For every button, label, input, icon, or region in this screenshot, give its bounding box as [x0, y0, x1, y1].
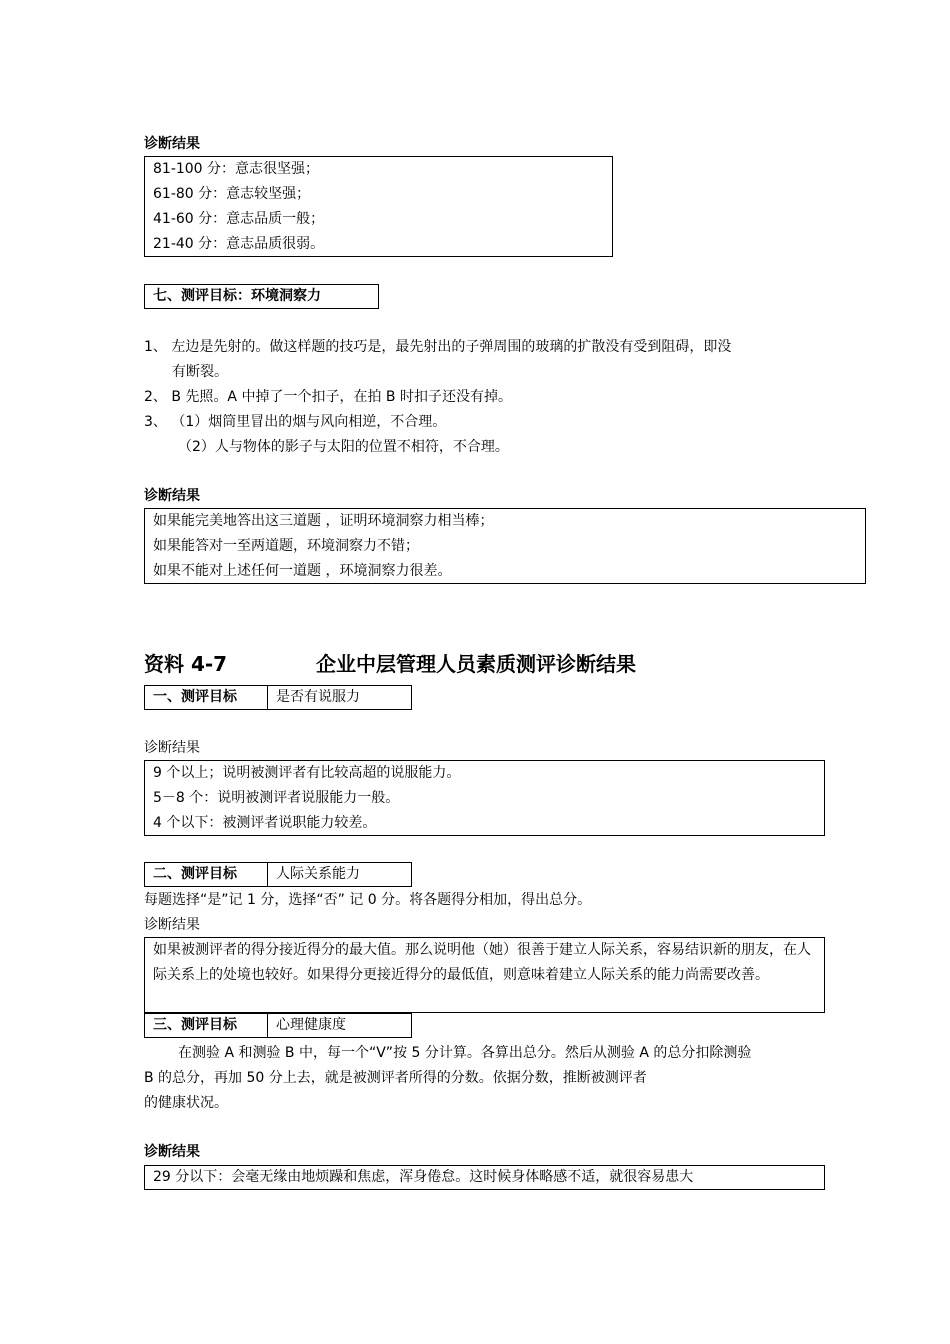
- env-result-line: 如果能答对一至两道题，环境洞察力不错；: [153, 538, 419, 554]
- env-result-line: 如果能完美地答出这三道题 ，证明环境洞察力相当棒；: [153, 513, 494, 529]
- result-label-will: 诊断结果: [144, 136, 200, 152]
- list-item: 有断裂。: [172, 364, 228, 380]
- target-2-tag: [144, 862, 412, 887]
- list-item: 2、 B 先照。A 中掉了一个扣子，在拍 B 时扣子还没有掉。: [144, 389, 512, 405]
- will-result-line: 21-40 分：意志品质很弱。: [153, 236, 325, 252]
- t3-result-line: 29 分以下：会毫无缘由地烦躁和焦虑，浑身倦怠。这时候身体略感不适，就很容易患大: [153, 1169, 694, 1185]
- result-label-7: 诊断结果: [144, 488, 200, 504]
- will-result-line: 81-100 分：意志很坚强；: [153, 161, 320, 177]
- target-3-label: 三、测评目标: [145, 1014, 268, 1037]
- will-result-line: 41-60 分：意志品质一般；: [153, 211, 325, 227]
- t1-result-line: 5－8 个：说明被测评者说服能力一般。: [153, 790, 400, 806]
- list-item: （2）人与物体的影子与太阳的位置不相符，不合理。: [178, 439, 509, 455]
- t1-result-box: [144, 760, 825, 836]
- t1-result-line: 9 个以上；说明被测评者有比较高超的说服能力。: [153, 765, 461, 781]
- t2-intro: 每题选择“是”记 1 分，选择“否” 记 0 分。将各题得分相加，得出总分。: [144, 892, 592, 908]
- section-title-7: 七、测评目标：环境洞察力: [144, 284, 379, 309]
- t3-paragraph-line: B 的总分，再加 50 分上去，就是被测评者所得的分数。依据分数，推断被测评者: [144, 1070, 647, 1086]
- t1-result-line: 4 个以下：被测评者说职能力较差。: [153, 815, 377, 831]
- t3-paragraph-line: 的健康状况。: [144, 1095, 228, 1111]
- t2-result-text: 如果被测评者的得分接近得分的最大值。那么说明他（她）很善于建立人际关系，容易结识新的朋友，在人际关系上的处境也较好。如果得分更接近得分的最低值，则意味着建立人际关系的能力尚需要改善。: [153, 942, 811, 983]
- list-item: 3、 （1）烟筒里冒出的烟与风向相逆，不合理。: [144, 414, 447, 430]
- page-title: 企业中层管理人员素质测评诊断结果: [316, 652, 636, 676]
- t3-paragraph-line: 在测验 A 和测验 B 中，每一个“V”按 5 分计算。各算出总分。然后从测验 A 的总分扣除测验: [178, 1045, 752, 1061]
- result-label-t1: 诊断结果: [144, 740, 200, 756]
- target-2-value: 人际关系能力: [276, 866, 360, 882]
- will-result-line: 61-80 分：意志较坚强；: [153, 186, 311, 202]
- t2-result-box: [144, 937, 825, 1013]
- target-1-tag: [144, 685, 412, 710]
- target-2-label: 二、测评目标: [145, 863, 268, 886]
- target-3-tag: [144, 1013, 412, 1038]
- doc-ref: 资料 4-7: [144, 652, 228, 676]
- target-1-value: 是否有说服力: [276, 689, 360, 705]
- result-label-t3: 诊断结果: [144, 1144, 200, 1160]
- env-result-line: 如果不能对上述任何一道题 ，环境洞察力很差。: [153, 563, 452, 579]
- list-item: 1、 左边是先射的。做这样题的技巧是，最先射出的子弹周围的玻璃的扩散没有受到阻碍，即没: [144, 339, 732, 355]
- target-3-value: 心理健康度: [276, 1017, 346, 1033]
- t3-result-box: [144, 1165, 825, 1190]
- will-result-box: [144, 156, 613, 257]
- target-1-label: 一、测评目标: [145, 686, 268, 709]
- result-label-t2: 诊断结果: [144, 917, 200, 933]
- env-result-box: [144, 508, 866, 584]
